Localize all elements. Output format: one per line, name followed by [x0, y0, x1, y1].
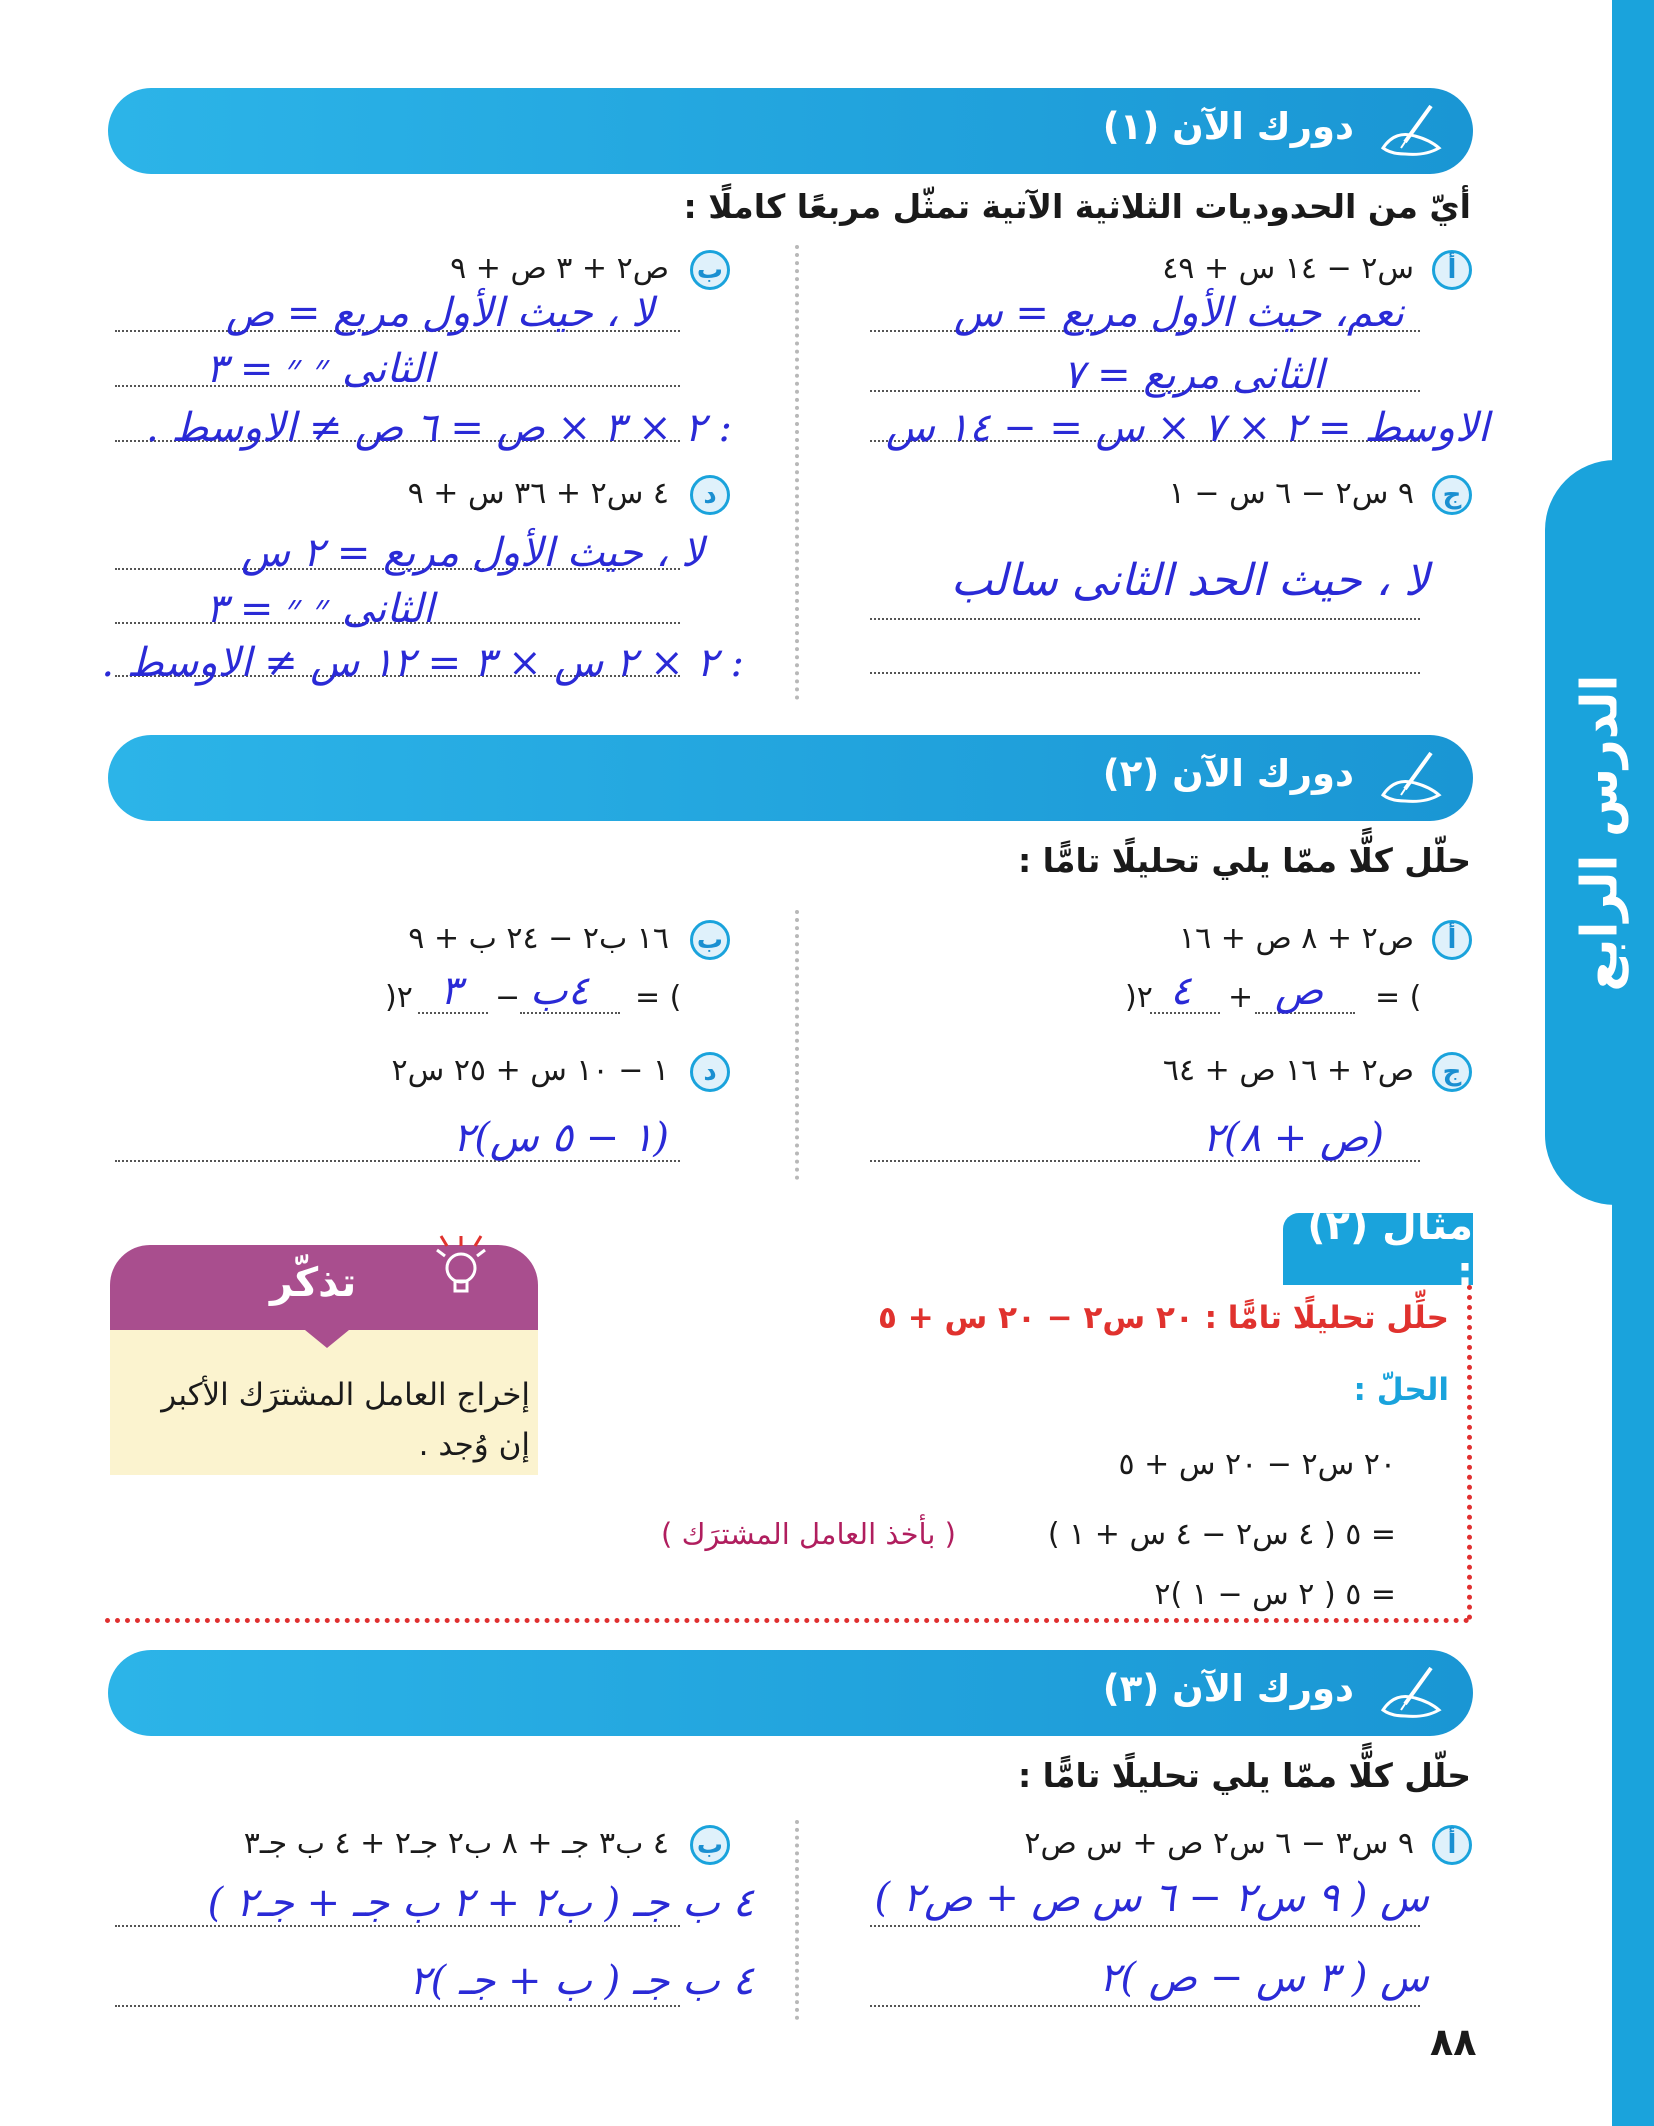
handwritten-answer: ٤ ب جـ ( ب٢ + ٢ ب جـ + جـ٢ )	[207, 1880, 754, 1926]
handwritten-answer: لا ، حيث الأول مربع = ٢ س	[241, 530, 704, 576]
section-2-title: دورك الآن (٢)	[1102, 752, 1354, 795]
handwritten-answer: ص	[1275, 968, 1324, 1014]
handwritten-answer: الاوسط = ٢ × ٧ × س = − ١٤ س	[885, 405, 1489, 451]
problem-text: ٩ س٣ − ٦ س٢ ص + س ص٢	[1024, 1826, 1414, 1861]
answer-line	[115, 2005, 680, 2007]
example-border-bottom	[105, 1618, 1470, 1623]
writing-hand-icon	[1375, 1662, 1445, 1722]
handwritten-answer: ٣	[440, 968, 462, 1014]
answer-template-end: )٢	[385, 980, 413, 1015]
answer-template-start: = (	[1375, 980, 1422, 1015]
item-badge: ج	[1432, 1052, 1472, 1092]
handwritten-answer: الثانى ״ ״ = ٣	[205, 586, 434, 632]
item-badge: ب	[690, 250, 730, 290]
handwritten-answer: (١ − ٥ س)٢	[452, 1115, 669, 1161]
example-tab: مثال (٢) :	[1283, 1213, 1473, 1285]
remember-text: إخراج العامل المشترَك الأكبر إن وُجد .	[161, 1377, 530, 1463]
handwritten-answer: (ص + ٨)٢	[1202, 1115, 1384, 1161]
item-badge: د	[690, 1052, 730, 1092]
answer-line	[870, 2005, 1420, 2007]
section-1-instruction: أيّ من الحدوديات الثلاثية الآتية تمثّل مربعًا كاملًا :	[683, 187, 1471, 226]
item-badge: د	[690, 475, 730, 515]
item-badge: أ	[1432, 920, 1472, 960]
item-badge: ب	[690, 1825, 730, 1865]
problem-text: س٢ − ١٤ س + ٤٩	[1162, 251, 1414, 286]
lightbulb-icon	[425, 1228, 497, 1308]
handwritten-answer: لا ، حيث الحد الثانى سالب	[950, 555, 1429, 606]
section-1-title: دورك الآن (١)	[1102, 105, 1354, 148]
remember-title: تذكّر	[270, 1260, 357, 1306]
handwritten-answer: ٤	[1170, 968, 1192, 1014]
problem-text: ٤ س٢ + ٣٦ س + ٩	[407, 476, 669, 511]
column-divider	[795, 910, 799, 1180]
example-border-right	[1467, 1285, 1472, 1620]
handwritten-answer: نعم، حيث الأول مربع = س	[953, 290, 1404, 336]
answer-template-operator: +	[1228, 980, 1254, 1015]
handwritten-answer: الثانى ״ ״ = ٣	[205, 346, 434, 392]
answer-line	[870, 1925, 1420, 1927]
handwritten-answer: س ( ٣ س − ص )٢	[1098, 1955, 1429, 2001]
solution-step: = ٥ ( ٢ س − ١ )٢	[1154, 1577, 1396, 1612]
problem-text: ص٢ + ٨ ص + ١٦	[1179, 921, 1414, 956]
lesson-side-tab-label: الدرس الرابع	[1570, 673, 1629, 992]
handwritten-answer: ٤ ب جـ ( ب + جـ )٢	[409, 1958, 754, 2004]
answer-template-operator: −	[495, 980, 521, 1015]
problem-text: ١ − ١٠ س + ٢٥ س٢	[391, 1053, 669, 1088]
handwritten-answer: لا ، حيث الأول مربع = ص	[225, 290, 654, 336]
problem-text: ١٦ ب٢ − ٢٤ ب + ٩	[408, 921, 669, 956]
item-badge: أ	[1432, 250, 1472, 290]
answer-line	[870, 672, 1420, 674]
handwritten-answer: ٤ب	[530, 968, 590, 1014]
handwritten-answer: الثانى مربع = ٧	[1062, 352, 1324, 398]
problem-text: ص٢ + ٣ ص + ٩	[450, 251, 669, 286]
step-note: ( بأخذ العامل المشترَك )	[661, 1517, 956, 1551]
section-3-instruction: حلّل كلًّا ممّا يلي تحليلًا تامًّا :	[1017, 1756, 1471, 1795]
lesson-side-tab-label-wrap	[1545, 460, 1654, 1205]
item-badge: أ	[1432, 1825, 1472, 1865]
answer-template-start: = (	[635, 980, 682, 1015]
problem-text: ص٢ + ١٦ ص + ٦٤	[1162, 1053, 1414, 1088]
column-divider	[795, 245, 799, 700]
item-badge: ج	[1432, 475, 1472, 515]
answer-template-end: )٢	[1125, 980, 1153, 1015]
section-3-title: دورك الآن (٣)	[1102, 1667, 1354, 1710]
section-2-instruction: حلّل كلًّا ممّا يلي تحليلًا تامًّا :	[1017, 841, 1471, 880]
handwritten-answer: س ( ٩ س٢ − ٦ س ص + ص٢ )	[874, 1875, 1429, 1921]
writing-hand-icon	[1375, 100, 1445, 160]
solution-step: ٢٠ س٢ − ٢٠ س + ٥	[1118, 1447, 1396, 1482]
solution-label: الحلّ :	[1353, 1372, 1449, 1408]
handwritten-answer: : ٢ × ٣ × ص = ٦ ص ≠ الاوسط .	[145, 405, 732, 451]
writing-hand-icon	[1375, 747, 1445, 807]
column-divider	[795, 1820, 799, 2020]
solution-step: = ٥ ( ٤ س٢ − ٤ س + ١ )	[1047, 1517, 1396, 1552]
answer-line	[870, 618, 1420, 620]
example-task: حلِّل تحليلًا تامًّا : ٢٠ س٢ − ٢٠ س + ٥	[878, 1300, 1449, 1336]
page-number: ٨٨	[1430, 2020, 1477, 2064]
remember-card-pointer	[305, 1330, 349, 1348]
problem-text: ٤ ب٣ جـ + ٨ ب٢ جـ٢ + ٤ ب جـ٣	[243, 1826, 669, 1861]
handwritten-answer: : ٢ × ٢ س × ٣ = ١٢ س ≠ الاوسط .	[101, 640, 744, 686]
item-badge: ب	[690, 920, 730, 960]
problem-text: ٩ س٢ − ٦ س − ١	[1168, 476, 1414, 511]
